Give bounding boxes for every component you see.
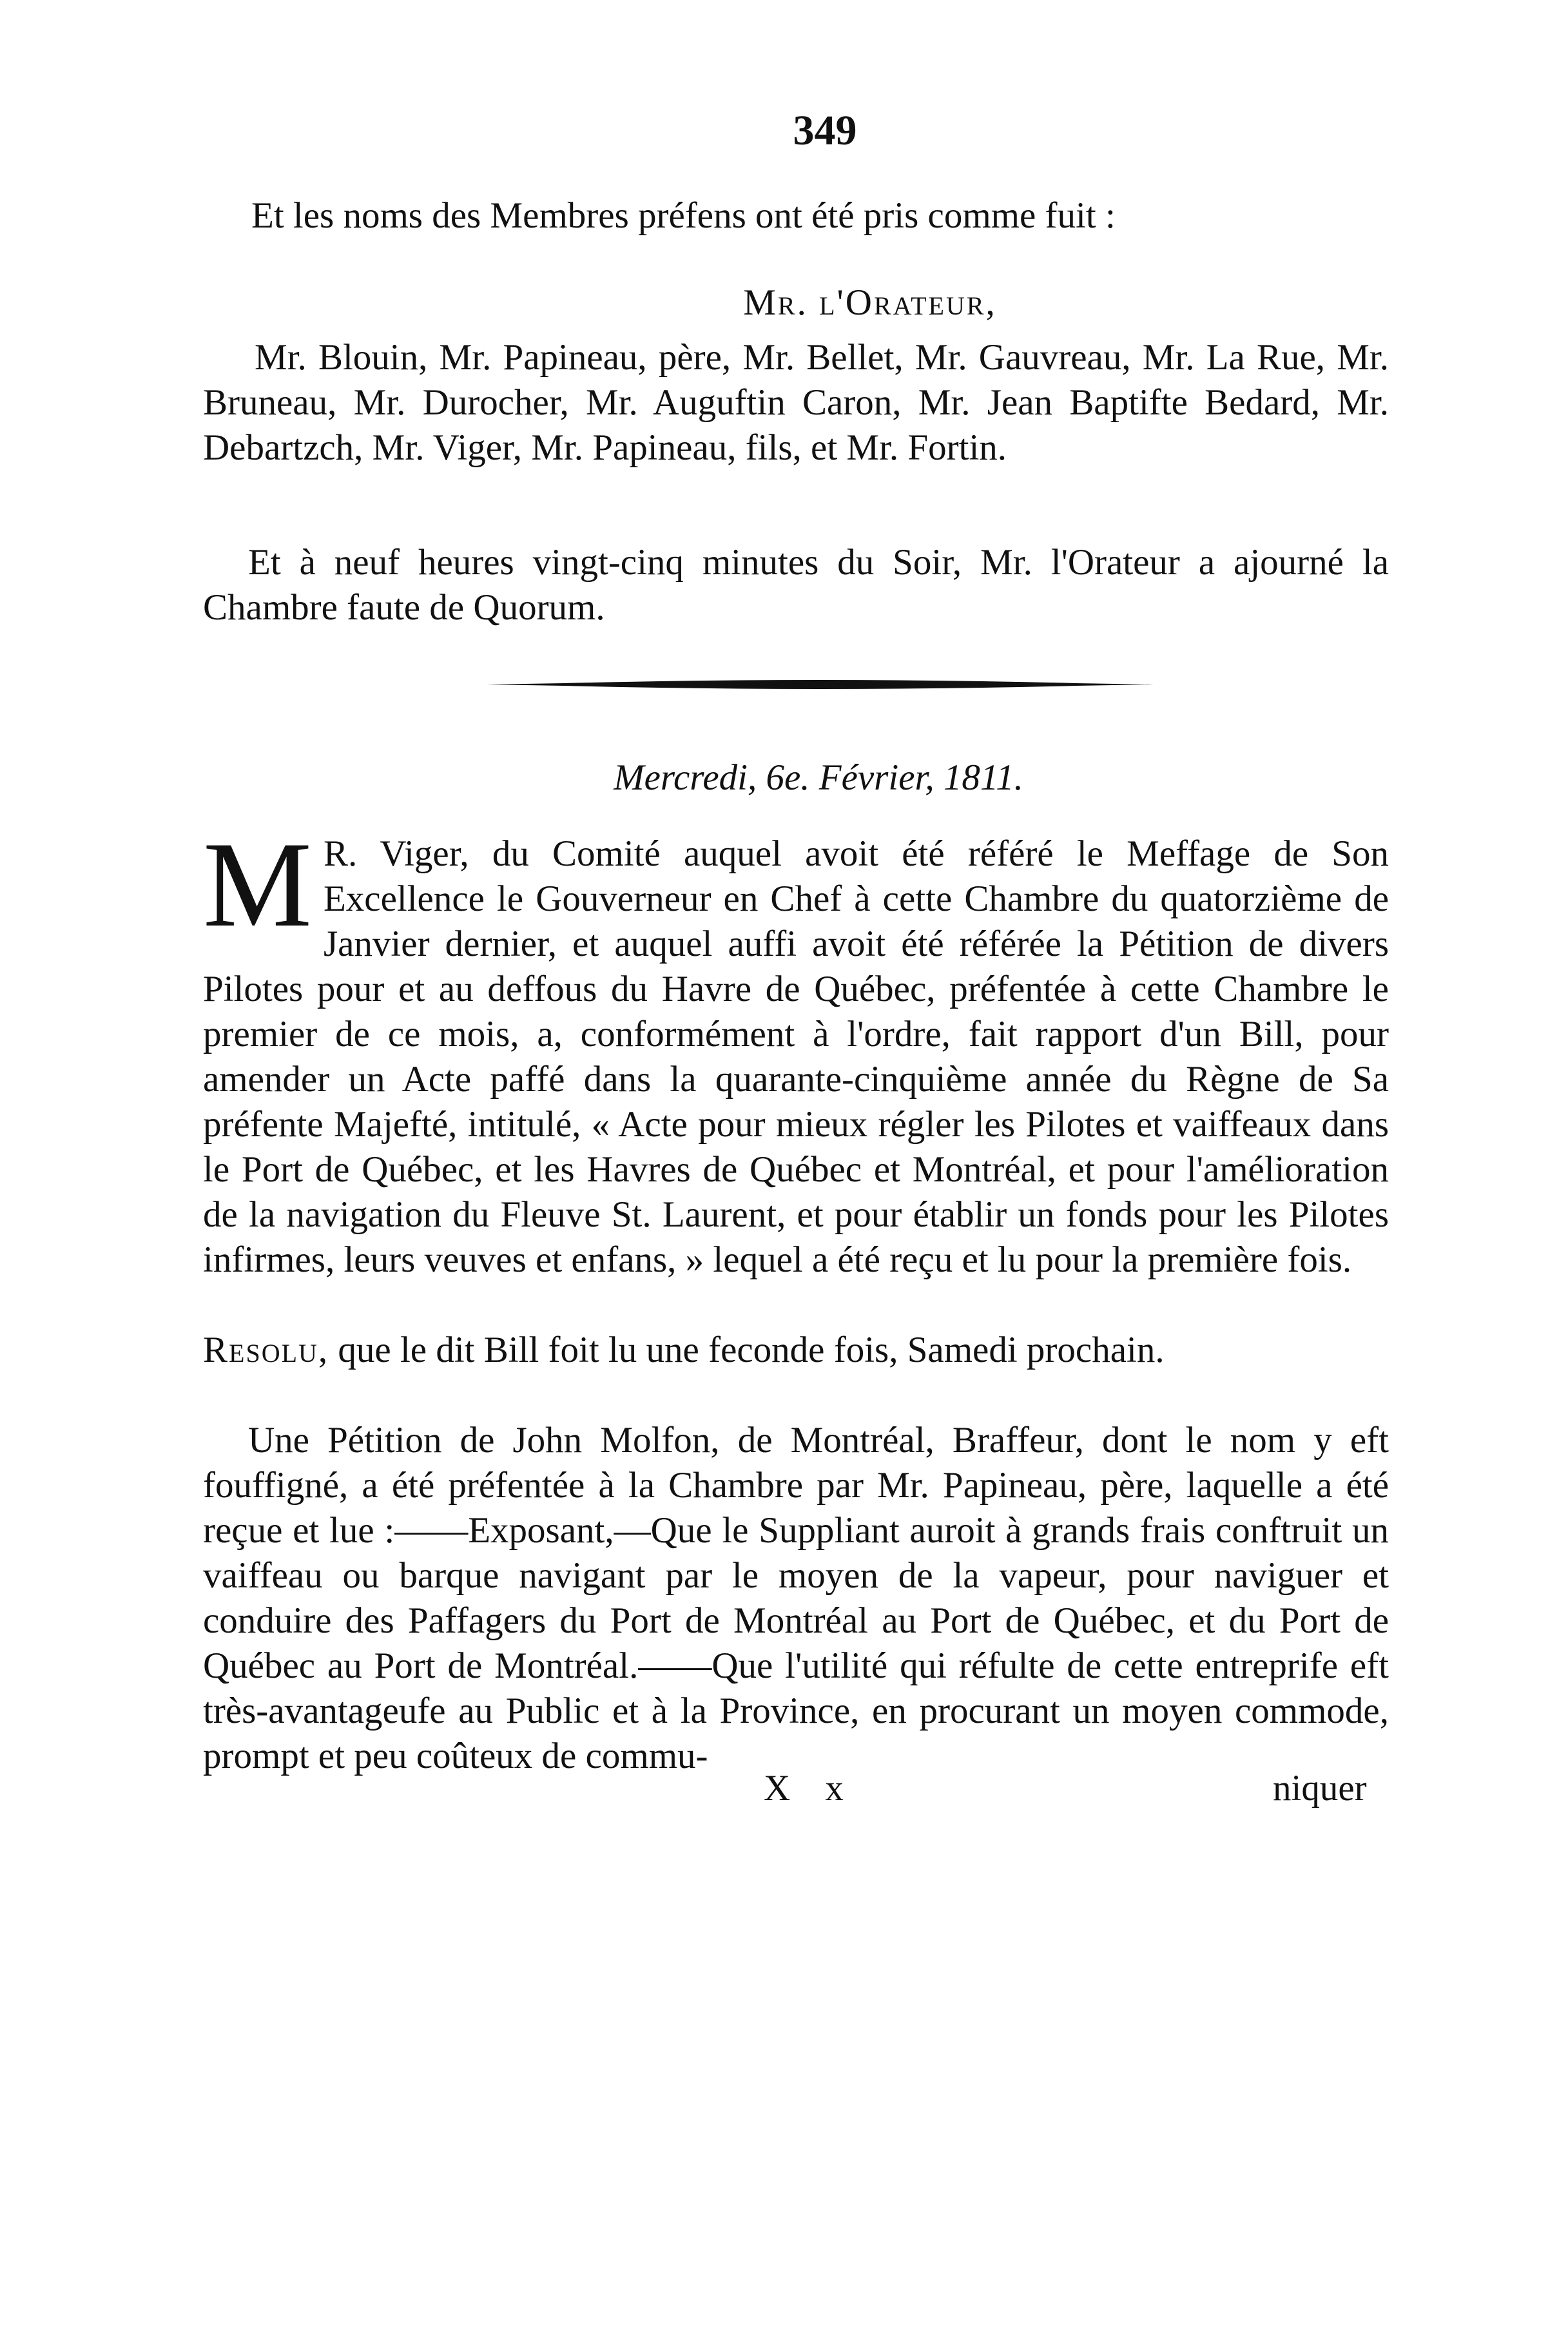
section-divider-rule (487, 677, 1154, 692)
resolution-paragraph (203, 1328, 1389, 1373)
resolution-text: que le dit Bill foit lu une feconde fois, Samedi prochain. (338, 1330, 1165, 1370)
catchword: niquer (1273, 1768, 1367, 1809)
page-number: 349 (793, 107, 857, 154)
members-intro: Et les noms des Membres préfens ont été pris comme fuit : (251, 195, 1116, 236)
session-date: Mercredi, 6e. Février, 1811. (614, 757, 1023, 798)
members-list: Mr. Blouin, Mr. Papineau, père, Mr. Bellet, Mr. Gauvreau, Mr. La Rue, Mr. Bruneau, Mr. Durocher, Mr. Auguftin Caron, Mr. Jean Baptifte Bedard, Mr. Debartzch, Mr. Viger, Mr. Papineau, fils, et Mr. Fortin. (203, 337, 1389, 468)
committee-report-paragraph (203, 817, 1389, 1283)
printer-signature-mark: X x (764, 1768, 857, 1809)
resolution-label: Resolu, (203, 1330, 329, 1370)
committee-report-text: R. Viger, du Comité auquel avoit été référé le Meffage de Son Excellence le Gouverneur en Chef à cette Chambre du quatorzième de Janvier dernier, et auquel auffi avoit été référée la Pétition de divers Pilotes pour et au deffous du Havre de Québec, préfentée à cette Chambre le premier de ce mois, a, conformément à l'ordre, fait rapport d'un Bill, pour amender un Acte paffé dans la quarante-cinquième année du Règne de Sa préfente Majefté, intitulé, « Acte pour mieux régler les Pilotes et vaiffeaux dans le Port de Québec, et les Havres de Québec et Montréal, et pour l'amélioration de la navigation du Fleuve St. Laurent, et pour établir un fonds pour les Pilotes infirmes, leurs veuves et enfans, » lequel a été reçu et lu pour la première fois. (203, 833, 1389, 1280)
speaker-heading: Mr. l'Orateur, (743, 282, 997, 323)
adjournment-paragraph: Et à neuf heures vingt-cinq minutes du Soir, Mr. l'Orateur a ajourné la Chambre faute de Quorum. (203, 542, 1389, 628)
drop-cap-letter: M (203, 817, 312, 953)
petition-paragraph: Une Pétition de John Molfon, de Montréal, Braffeur, dont le nom y eft fouffigné, a été préfentée à la Chambre par Mr. Papineau, père, laquelle a été reçue et lue :——Exposant,—Que le Suppliant auroit à grands frais conftruit un vaiffeau ou barque navigant par le moyen de la vapeur, pour naviguer et conduire des Paffagers du Port de Montréal au Port de Québec, et du Port de Québec au Port de Montréal.——Que l'utilité qui réfulte de cette entreprife eft très-avantageufe au Public et à la Province, en procurant un moyen commode, prompt et peu coûteux de commu- (203, 1420, 1389, 1776)
